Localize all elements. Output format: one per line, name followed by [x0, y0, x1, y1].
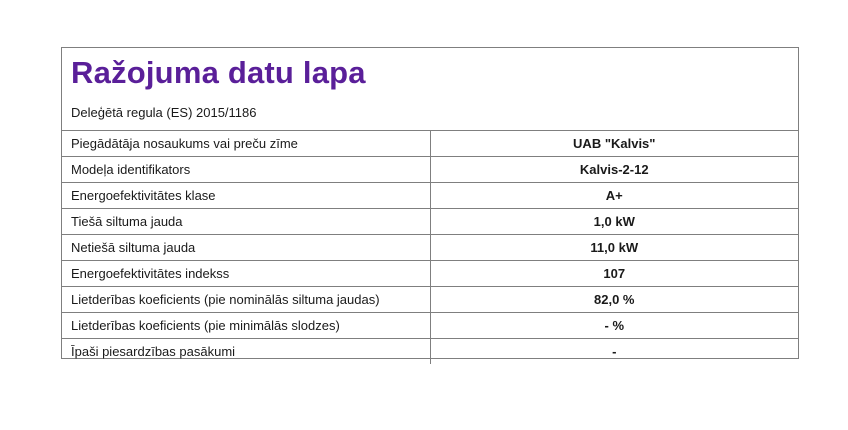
data-table — [62, 131, 798, 364]
page-title: Ražojuma datu lapa — [71, 55, 366, 90]
table-row — [62, 157, 798, 183]
row-value-precautions: - — [430, 339, 798, 365]
product-data-sheet — [61, 47, 799, 359]
row-value-supplier: UAB "Kalvis" — [573, 136, 656, 151]
row-value-energy-class: A+ — [430, 183, 798, 209]
row-value-efficiency-index: 107 — [430, 261, 798, 287]
table-row — [62, 183, 798, 209]
row-label-energy-class: Energoefektivitātes klase — [62, 183, 430, 209]
row-value-indirect-heat: 11,0 kW — [430, 235, 798, 261]
row-value-model: Kalvis-2-12 — [430, 157, 798, 183]
row-label-precautions: Īpaši piesardzības pasākumi — [62, 339, 430, 365]
row-value-efficiency-nominal: 82,0 % — [430, 287, 798, 313]
table-row — [62, 209, 798, 235]
sheet-header — [62, 48, 798, 131]
row-value-direct-heat: 1,0 kW — [430, 209, 798, 235]
row-label-indirect-heat: Netiešā siltuma jauda — [62, 235, 430, 261]
row-value-efficiency-minimum: - % — [430, 313, 798, 339]
row-label-model: Modeļa identifikators — [62, 157, 430, 183]
table-row — [62, 287, 798, 313]
row-label-direct-heat: Tiešā siltuma jauda — [62, 209, 430, 235]
row-label-efficiency-nominal: Lietderības koeficients (pie nominālās siltuma jaudas) — [62, 287, 430, 313]
table-row — [62, 235, 798, 261]
table-row — [62, 313, 798, 339]
table-row — [62, 131, 798, 157]
row-label-efficiency-index: Energoefektivitātes indekss — [62, 261, 430, 287]
table-row — [62, 261, 798, 287]
regulation-reference: Deleģētā regula (ES) 2015/1186 — [71, 105, 257, 120]
row-label-efficiency-minimum: Lietderības koeficients (pie minimālās slodzes) — [62, 313, 430, 339]
table-row — [62, 339, 798, 365]
row-label-supplier: Piegādātāja nosaukums vai preču zīme — [62, 131, 430, 157]
